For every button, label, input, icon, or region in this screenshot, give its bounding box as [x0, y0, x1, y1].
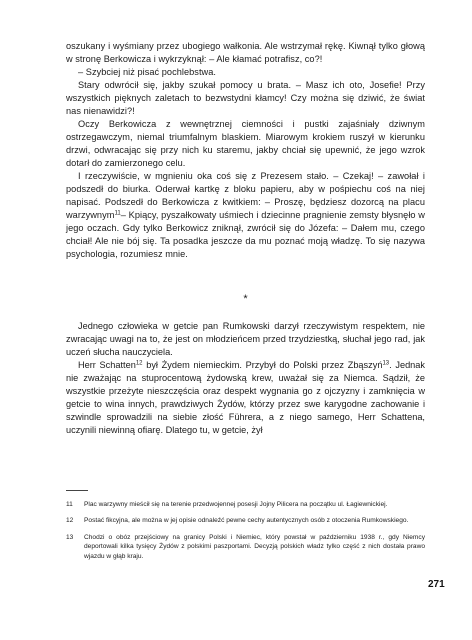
footnote	[66, 500, 425, 509]
footnote-ref-11[interactable]: 11	[114, 210, 121, 217]
paragraph: Jednego człowieka w getcie pan Rumkowski darzył rzeczywistym respektem, nie zwracając uwagi na to, że jest on młodzieńcem przed trzydziestką, słuchał jego rad, jak uczeń słucha nauczyciela.	[66, 321, 425, 357]
paragraph-with-footnote	[66, 170, 425, 261]
footnote-ref-13[interactable]: 13	[382, 360, 390, 367]
paragraph: – Szybciej niż pisać pochlebstwa.	[78, 67, 216, 77]
paragraph-text: . Jednak nie zważając na stuprocentową żydowską krew, uważał się za Niemca. Sądził, że wszystkie przeżyte nieszczęścia oraz despekt wygnania go z ojczyzny i zamknięcia w getcie to wina innych, prawdziwych Żydów, którzy przez swe karygodne zachowanie i szwindle sprowadzili na siebie złość Führera, a z niego samego, Herr Schattena, uczynili niewinną ofiarę. Dlatego tu, w getcie, żył	[66, 360, 425, 435]
footnote-number: 11	[66, 501, 73, 508]
footnote-number: 12	[66, 517, 74, 525]
paragraph: Oczy Berkowicza z wewnętrznej ciemności i pustki zajaśniały dziwnym ostrzegawczym, niemal triumfalnym blaskiem. Miarowym krokiem ruszył w kierunku drzwi, odwracając się przy nich ku staremu, jakby chciał się upewnić, że jego wzrok dotarł do zamierzonego celu.	[66, 119, 425, 168]
paragraph: oszukany i wyśmiany przez ubogiego wałkonia. Ale wstrzymał rękę. Kiwnął tylko głową w stronę Berkowicza i wykrzyknął: – Ale kłamać potrafisz, co?!	[66, 41, 425, 64]
paragraph-text: był Żydem niemieckim. Przybył do Polski przez Zbąszyń	[142, 360, 383, 370]
footnote	[66, 533, 425, 561]
paragraph-with-footnotes	[66, 359, 425, 437]
paragraph: Stary odwrócił się, jakby szukał pomocy u brata. – Masz ich oto, Josefie! Przy wszystkich pięknych zaletach to bezwstydni kłamcy! Czy można się dziwić, że świat nas nienawidzi?!	[66, 80, 425, 116]
footnote-divider	[66, 490, 88, 491]
footnotes	[66, 500, 425, 568]
footnote-text: Postać fikcyjna, ale można w jej opisie odnaleźć pewne cechy autentycznych osób z otoczenia Rumkowskiego.	[84, 517, 409, 525]
paragraph-text: – Kpiący, pyszałkowaty uśmiech i dziecinne pragnienie zemsty błysnęło w jego oczach. Gdy tylko Berkowicz zniknął, zwrócił się do Józefa: – Dałem mu, czego chciał! Ale nie bój się. Ta posadka jeszcze da mu poznać moją władzę. To się nazywa psychologia, rozumiesz mnie.	[66, 210, 425, 259]
main-text-section-2	[66, 320, 425, 437]
paragraph-text: I rzeczywiście, w mgnieniu oka coś się z Prezesem stało. – Czekaj! – zawołał i podszedł do biurka. Oderwał kartkę z bloku papieru, aby w pośpiechu coś na niej napisać. Podszedł do Berkowicza z kwitkiem: – Proszę, będziesz dozorcą na placu warzywnym	[66, 171, 425, 220]
page-number: 271	[428, 579, 445, 590]
footnote-ref-12[interactable]: 12	[135, 360, 143, 367]
paragraph-text: Herr Schatten	[78, 360, 136, 370]
footnote-text: Plac warzywny mieścił się na terenie przedwojennej posesji Jojny Pilicera na początku ul. Łagiewnickiej.	[84, 501, 388, 508]
footnote-text: Chodzi o obóz przejściowy na granicy Polski i Niemiec, który powstał w październiku 1938 r., gdy Niemcy deportowali kilka tysięcy Żydów z polskimi paszportami. Decyzją polskich władz tylko część z nich dostała prawo wjazdu w głąb kraju.	[84, 533, 425, 560]
main-text	[66, 40, 425, 261]
footnote	[66, 516, 425, 525]
section-separator: *	[243, 293, 248, 305]
footnote-number: 13	[66, 533, 74, 541]
